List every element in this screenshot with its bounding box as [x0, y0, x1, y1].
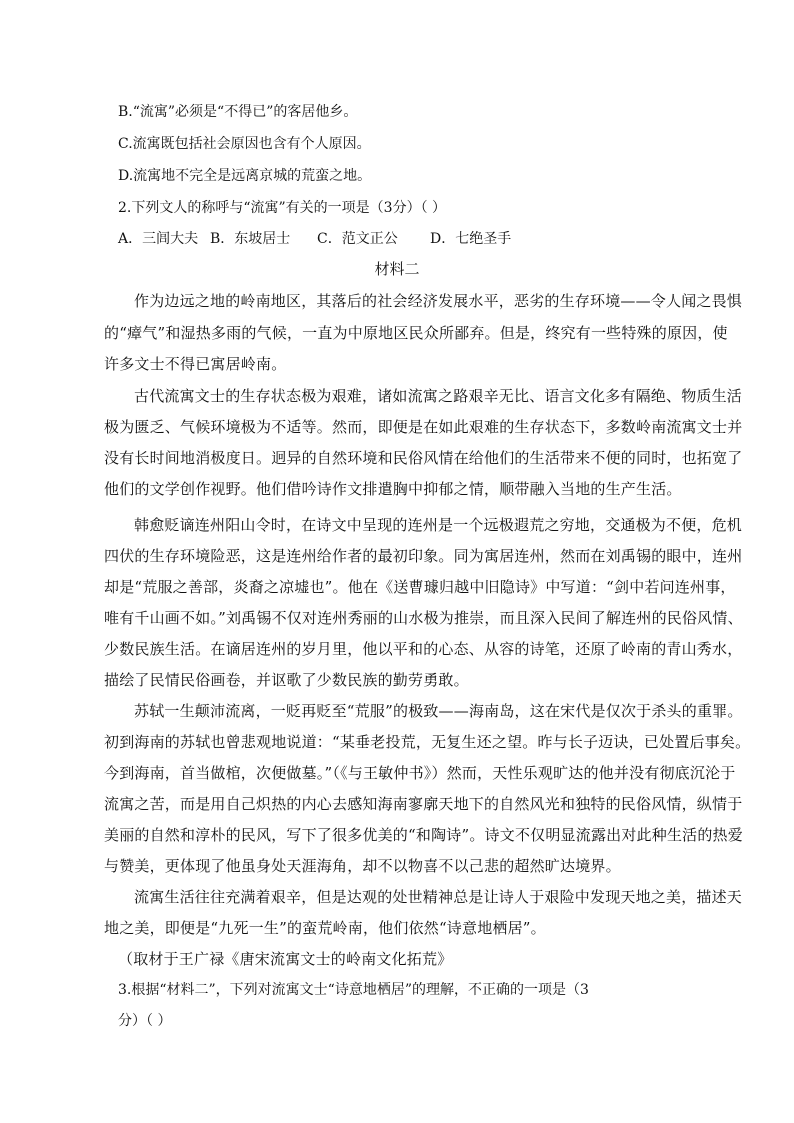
paragraph-line: 古代流寓文士的生存状态极为艰难，诸如流寓之路艰辛无比、语言文化多有隔绝、物质生活: [134, 387, 743, 405]
q2-option-d: D．七绝圣手: [430, 231, 512, 247]
paragraph-line: 少数民族生活。在谪居连州的岁月里，他以平和的心态、从容的诗笔，还原了岭南的青山秀水，: [104, 640, 743, 658]
paragraph-line: 没有长时间地消极度日。迥异的自然环境和民俗风情在给他们的生活带来不便的同时，也拓宽了: [104, 449, 743, 467]
q1-option-b: B.“流寓”必须是“不得已”的客居他乡。: [118, 104, 358, 120]
q3-stem-line1: 3.根据“材料二”，下列对流寓文士“诗意地栖居”的理解，不正确的一项是（3: [118, 982, 589, 998]
paragraph-line: 极为匮乏、气候环境极为不适等。然而，即便是在如此艰难的生存状态下，多数岭南流寓文士并: [104, 418, 743, 436]
paragraph-line: 唯有千山画不如。”刘禹锡不仅对连州秀丽的山水极为推崇，而且深入民间了解连州的民俗风情、: [104, 609, 743, 627]
paragraph-line: 他们的文学创作视野。他们借吟诗作文排遣胸中抑郁之情，顺带融入当地的生产生活。: [104, 480, 682, 498]
q2-option-a: A．三闾大夫: [118, 231, 199, 247]
q1-option-c: C.流寓既包括社会原因也含有个人原因。: [118, 136, 371, 152]
material-source: （取材于王广禄《唐宋流寓文士的岭南文化拓荒》: [118, 950, 453, 968]
paragraph-line: 与赞美，更体现了他虽身处天涯海角，却不以物喜不以己悲的超然旷达境界。: [104, 857, 621, 875]
paragraph-line: 地之美，即便是“九死一生”的蛮荒岭南，他们依然“诗意地栖居”。: [104, 919, 546, 937]
paragraph-line: 流寓生活往往充满着艰辛，但是达观的处世精神总是让诗人于艰险中发现天地之美，描述天: [134, 888, 743, 906]
q1-option-d: D.流寓地不完全是远离京城的荒蛮之地。: [118, 168, 372, 184]
paragraph-line: 苏轼一生颠沛流离，一贬再贬至“荒服”的极致——海南岛，这在宋代是仅次于杀头的重罪。: [134, 702, 743, 720]
q3-stem-line2: 分）（ ）: [118, 1013, 172, 1029]
paragraph-line: 许多文士不得已寓居岭南。: [104, 355, 287, 373]
paragraph-line: 四伏的生存环境险恶，这是连州给作者的最初印象。同为寓居连州，然而在刘禹锡的眼中，连州: [104, 547, 743, 565]
paragraph-line: 却是“荒服之善部，炎裔之凉墟也”。他在《送曹璩归越中旧隐诗》中写道：“剑中若问连州事，: [104, 578, 736, 596]
q2-stem: 2.下列文人的称呼与“流寓”有关的一项是（3分）（ ）: [118, 200, 447, 216]
q2-option-b: B．东坡居士: [210, 231, 291, 247]
paragraph-line: 描绘了民情民俗画卷，并讴歌了少数民族的勤劳勇敢。: [104, 671, 469, 689]
paragraph-line: 初到海南的苏轼也曾悲观地说道：“某垂老投荒，无复生还之望。昨与长子迈诀，已处置后事矣。: [104, 733, 751, 751]
paragraph-line: 作为边远之地的岭南地区，其落后的社会经济发展水平，恶劣的生存环境——令人闻之畏惧: [134, 292, 743, 310]
paragraph-line: 今到海南，首当做棺，次便做墓。”（《与王敏仲书》）然而，天性乐观旷达的他并没有彻底沉沦于: [104, 764, 736, 782]
material-title: 材料二: [374, 260, 420, 278]
q2-option-c: C．范文正公: [317, 231, 398, 247]
paragraph-line: 流寓之苦，而是用自己炽热的内心去感知海南寥廓天地下的自然风光和独特的民俗风情，纵情于: [104, 795, 743, 813]
paragraph-line: 韩愈贬谪连州阳山令时，在诗文中呈现的连州是一个远极遐荒之穷地，交通极为不便，危机: [134, 516, 743, 534]
paragraph-line: 的“瘴气”和湿热多雨的气候，一直为中原地区民众所鄙弃。但是，终究有一些特殊的原因，使: [104, 324, 728, 342]
paragraph-line: 美丽的自然和淳朴的民风，写下了很多优美的“和陶诗”。诗文不仅明显流露出对此种生活的热爱: [104, 826, 743, 844]
